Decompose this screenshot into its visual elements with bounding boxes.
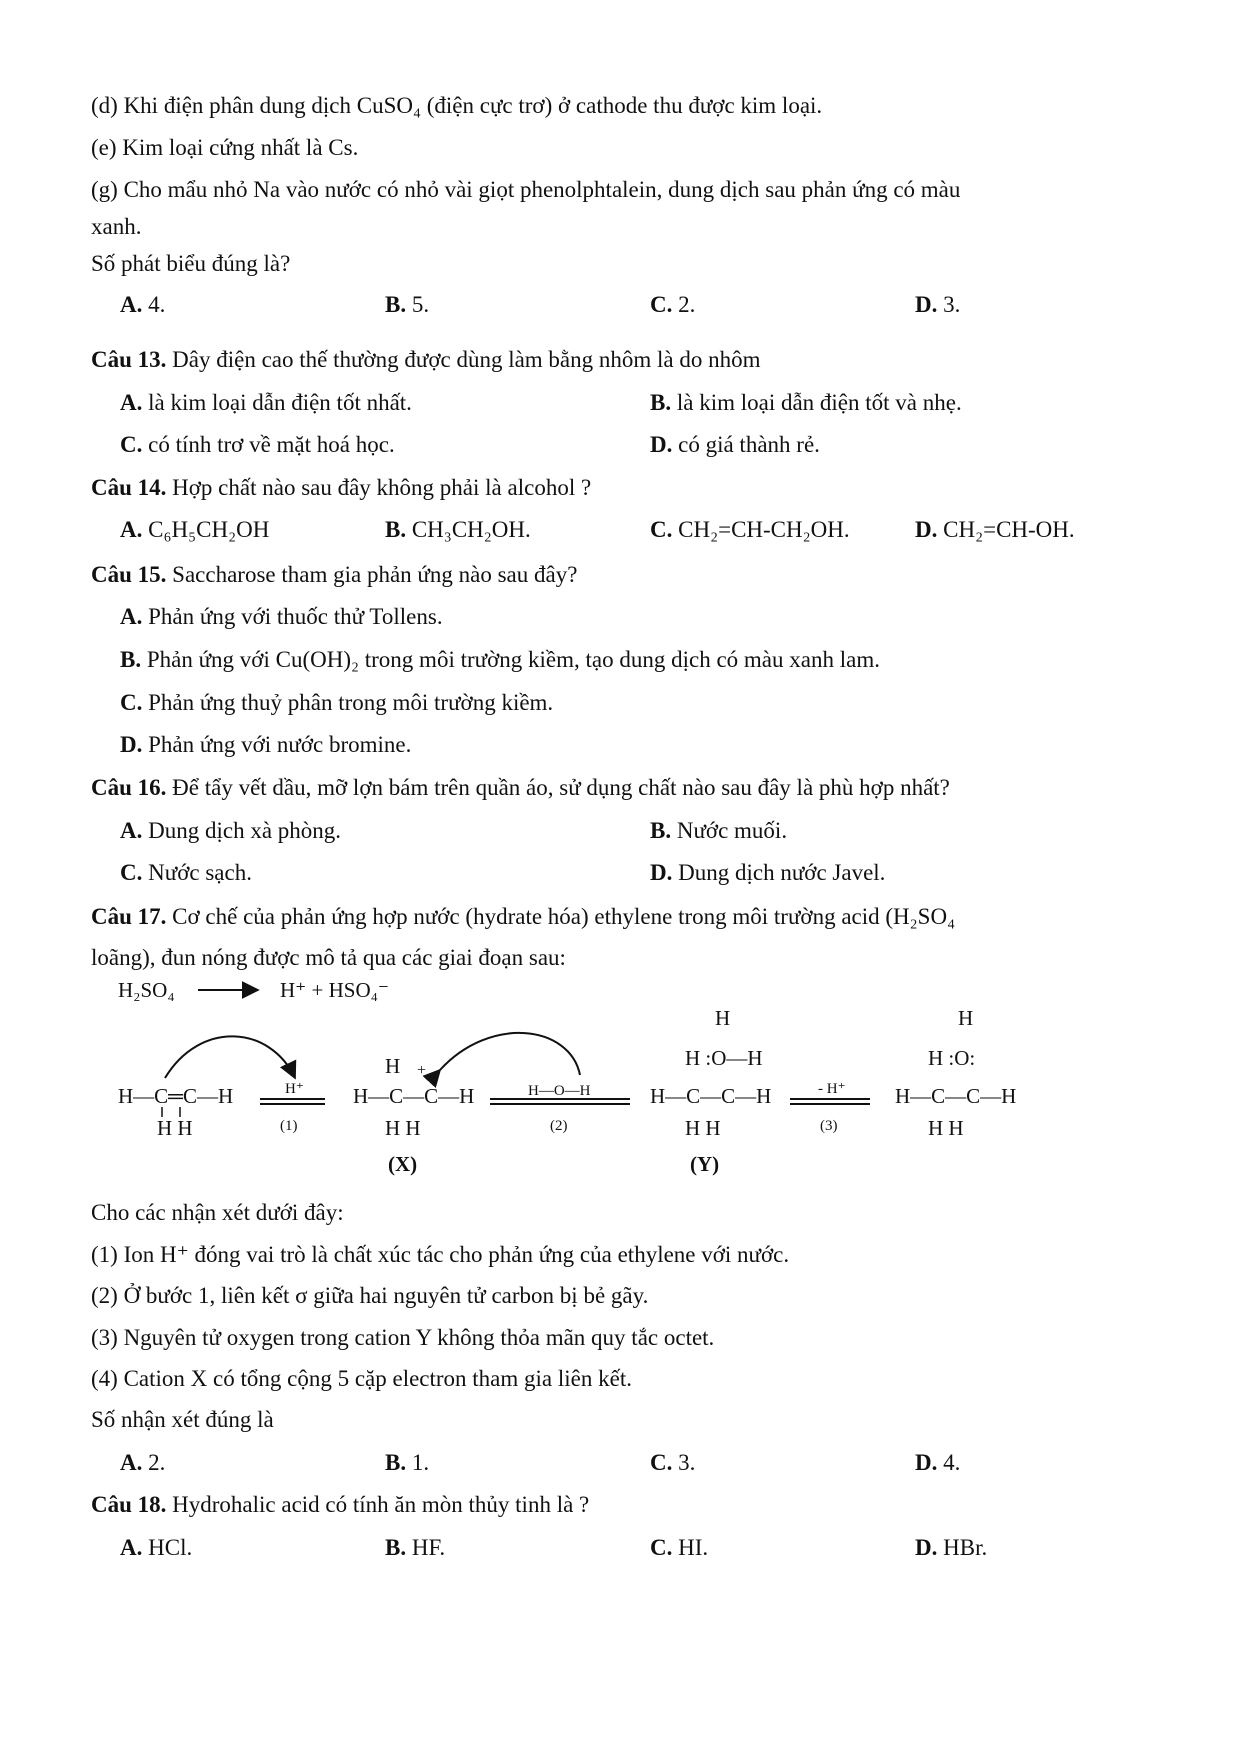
ethanol-formula: H—C—C—H (895, 1084, 1017, 1108)
q14-option-a[interactable]: A. C₆H₅CH₂OH (120, 517, 270, 542)
step3-reagent: - H⁺ (818, 1081, 846, 1097)
ethanol-structure (895, 1006, 1016, 1140)
q13-option-d[interactable]: D. có giá thành rẻ. (650, 432, 820, 457)
cation-x-upper-h: H (385, 1054, 401, 1078)
ethylene-structure (118, 1084, 233, 1140)
curved-arrow-2 (440, 1033, 580, 1075)
statement-d: (d) Khi điện phân dung dịch CuSO₄ (điện cực trơ) ở cathode thu được kim loại. (91, 93, 823, 118)
q13-option-b[interactable]: B. là kim loại dẫn điện tốt và nhẹ. (650, 390, 962, 415)
step2-label: (2) (550, 1118, 568, 1134)
q16-option-a[interactable]: A. Dung dịch xà phòng. (120, 818, 342, 843)
cation-x-formula: H—C—C—H (353, 1084, 475, 1108)
q14-option-c[interactable]: C. CH₂=CH-CH₂OH. (650, 517, 850, 542)
q15-option-c[interactable]: C. Phản ứng thuỷ phân trong môi trường kiềm. (120, 690, 554, 715)
ethanol-oh: H :O: (928, 1046, 976, 1070)
q17-question: Số nhận xét đúng là (91, 1407, 274, 1432)
cation-y-lower-h: H H (685, 1116, 721, 1140)
q17-option-b[interactable]: B. 1. (385, 1450, 430, 1475)
q17-option-c[interactable]: C. 3. (650, 1450, 696, 1475)
q16-option-c[interactable]: C. Nước sạch. (120, 860, 252, 885)
q17-statement-2: (2) Ở bước 1, liên kết σ giữa hai nguyên tử carbon bị bẻ gãy. (91, 1283, 649, 1308)
q17-option-d[interactable]: D. 4. (915, 1450, 961, 1475)
q16-option-d[interactable]: D. Dung dịch nước Javel. (650, 860, 886, 885)
reaction-mechanism-scheme (110, 975, 1140, 1200)
q18-stem: Câu 18. Hydrohalic acid có tính ăn mòn thủy tinh là ? (91, 1492, 590, 1517)
q15-option-b[interactable]: B. Phản ứng với Cu(OH)₂ trong môi trường kiềm, tạo dung dịch có màu xanh lam. (120, 647, 880, 672)
q14-option-b[interactable]: B. CH₃CH₂OH. (385, 517, 531, 542)
ethanol-lower-h: H H (928, 1116, 964, 1140)
statement-g-line2: xanh. (91, 214, 142, 239)
q17-stem-line1: Câu 17. Cơ chế của phản ứng hợp nước (hydrate hóa) ethylene trong môi trường acid (H₂SO₄ (91, 904, 956, 929)
q18-option-b[interactable]: B. HF. (385, 1535, 446, 1560)
q15-option-d[interactable]: D. Phản ứng với nước bromine. (120, 732, 412, 757)
cation-y-top-h: H (715, 1006, 731, 1030)
cation-x-label: (X) (388, 1152, 418, 1176)
scheme-acid: H₂SO₄ (118, 978, 175, 1002)
q18-option-c[interactable]: C. HI. (650, 1535, 709, 1560)
cation-x-structure (353, 1054, 474, 1140)
q18-option-d[interactable]: D. HBr. (915, 1535, 988, 1560)
cation-y-label: (Y) (690, 1152, 720, 1176)
q12-option-a[interactable]: A. 4. (120, 292, 166, 317)
step1-label: (1) (280, 1118, 298, 1134)
cation-y-formula: H—C—C—H (650, 1084, 772, 1108)
curved-arrow-1 (165, 1036, 295, 1078)
q17-statement-4: (4) Cation X có tổng cộng 5 cặp electron tham gia liên kết. (91, 1366, 632, 1391)
q15-option-a[interactable]: A. Phản ứng với thuốc thử Tollens. (120, 604, 443, 629)
cation-y-structure (650, 1006, 771, 1140)
q12-option-b[interactable]: B. 5. (385, 292, 430, 317)
q17-statement-3: (3) Nguyên tử oxygen trong cation Y không thỏa mãn quy tắc octet. (91, 1325, 715, 1350)
q13-option-c[interactable]: C. có tính trơ về mặt hoá học. (120, 432, 395, 457)
step2-reagent: H—O—H (528, 1083, 591, 1099)
statement-e: (e) Kim loại cứng nhất là Cs. (91, 135, 359, 160)
ethanol-top-h: H (958, 1006, 974, 1030)
q13-option-a[interactable]: A. là kim loại dẫn điện tốt nhất. (120, 390, 412, 415)
q17-statement-1: (1) Ion H⁺ đóng vai trò là chất xúc tác cho phản ứng của ethylene với nước. (91, 1242, 790, 1267)
q18-option-a[interactable]: A. HCl. (120, 1535, 193, 1560)
q12-option-d[interactable]: D. 3. (915, 292, 961, 317)
step3-label: (3) (820, 1118, 838, 1134)
cation-x-lower-h: H H (385, 1116, 421, 1140)
q14-stem: Câu 14. Hợp chất nào sau đây không phải là alcohol ? (91, 475, 592, 500)
scheme-dissociation-products: H⁺ + HSO₄⁻ (280, 978, 390, 1002)
q12-option-c[interactable]: C. 2. (650, 292, 696, 317)
q16-option-b[interactable]: B. Nước muối. (650, 818, 788, 843)
q17-intro: Cho các nhận xét dưới đây: (91, 1200, 344, 1225)
q12-question: Số phát biểu đúng là? (91, 251, 291, 276)
ethylene-formula: H—C═C—H (118, 1084, 234, 1108)
q15-stem: Câu 15. Saccharose tham gia phản ứng nào sau đây? (91, 562, 578, 587)
q16-stem: Câu 16. Để tẩy vết dầu, mỡ lợn bám trên quần áo, sử dụng chất nào sau đây là phù hợp nhất? (91, 775, 950, 800)
q17-option-a[interactable]: A. 2. (120, 1450, 166, 1475)
step1-reagent: H⁺ (285, 1081, 304, 1097)
ethylene-lower-h: H H (157, 1116, 193, 1140)
carbocation-charge: + (417, 1062, 427, 1079)
cation-y-oxonium: H :O—H (685, 1046, 763, 1070)
q17-stem-line2: loãng), đun nóng được mô tả qua các giai đoạn sau: (91, 945, 566, 970)
q14-option-d[interactable]: D. CH₂=CH-OH. (915, 517, 1075, 542)
q13-stem: Câu 13. Dây điện cao thế thường được dùng làm bằng nhôm là do nhôm (91, 347, 761, 372)
statement-g-line1: (g) Cho mẩu nhỏ Na vào nước có nhỏ vài giọt phenolphtalein, dung dịch sau phản ứng có màu (91, 177, 961, 202)
